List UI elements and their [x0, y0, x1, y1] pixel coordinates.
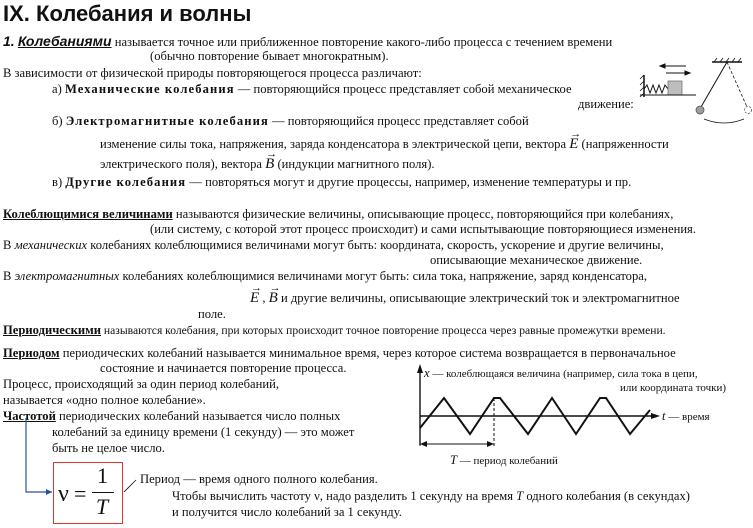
period-def-text: периодических колебаний называется минимальное время, через которое система возвращается в первоначальное [59, 346, 676, 360]
em-text-part: изменение силы тока, напряжения, заряда конденсатора в электрической цепи, вектора [100, 137, 570, 151]
vector-e: → E [569, 128, 582, 152]
oscillation-note: (обычно повторение бывает многократным). [150, 49, 389, 63]
term-electromagnetic: Электромагнитные колебания [65, 114, 269, 128]
vector-b-2: → B [268, 282, 281, 306]
em-quantities: В электромагнитных колебаниях колеблющимися величинами могут быть: сила тока, напряжение, заряд конденсатора, [3, 269, 647, 283]
oq-def-text: называются физические величины, описывающие процесс, повторяющийся при колебаниях, [172, 207, 674, 221]
frequency-calc-1: Чтобы вычислить частоту ν, надо разделить 1 секунду на время T одного колебания (в секундах) [172, 489, 690, 503]
period-symbol: T [450, 453, 458, 467]
term-oscillations: Колебаниями [17, 33, 112, 49]
graph-period-label: T — период колебаний [450, 453, 558, 467]
formula-equals: = [74, 481, 87, 506]
formula-nu: ν [58, 481, 69, 507]
vector-b: → B [265, 148, 278, 172]
frequency-def-text-2: колебаний за единицу времени (1 секунду) — это может [52, 425, 355, 439]
formula-denominator: T [96, 494, 109, 519]
item-label-c: в) [52, 175, 66, 189]
italic-electromagnetic: электромагнитных [14, 269, 120, 283]
em-text-part-4: (индукции магнитного поля). [274, 157, 435, 171]
frequency-def-text-3: быть не целое число. [52, 441, 165, 455]
term-mechanical: Механические колебания [64, 82, 235, 96]
term-other: Другие колебания [65, 175, 187, 189]
frequency-def-text: периодических колебаний называется число полных [55, 409, 341, 423]
period-definition-short: Период — время одного полного колебания. [140, 472, 378, 486]
section-number: 1. [3, 33, 15, 49]
page-title: IX. Колебания и волны [3, 1, 252, 26]
term-period: Периодом [3, 346, 60, 360]
italic-mechanical: механических [14, 238, 88, 252]
graph-t-label: t — время [662, 409, 710, 423]
frequency-calc-2: и получится число колебаний за 1 секунду. [172, 505, 402, 519]
mechanical-quantities: В механических колебаниях колеблющимися величинами могут быть: координата, скорость, ускорение и другие величины, [3, 238, 664, 252]
calc-period-symbol: T [516, 489, 524, 503]
em-quantities-2: → E , → B и другие величины, описывающие электрический ток и электромагнитное [250, 282, 680, 306]
item-label-a: а) [52, 82, 65, 96]
periodic-def-text: называются колебания, при которых происходит точное повторение процесса через равные промежутки времени. [101, 324, 666, 337]
oscillation-def-text: называется точное или приближенное повторение какого-либо процесса с течением времени [111, 35, 613, 49]
mechanical-text-end: движение: [578, 97, 634, 111]
term-frequency: Частотой [3, 409, 56, 423]
graph-x-label-2: или координата точки) [620, 382, 726, 394]
vector-e-2: → E [250, 282, 262, 306]
graph-x-label: x — колеблющаяся величина (например, сила тока в цепи, [424, 366, 698, 380]
period-def-text-2: состояние и начинается повторение процесса. [100, 361, 347, 375]
t-symbol: t [662, 409, 666, 423]
mechanical-quantities-end: описывающие механическое движение. [430, 253, 643, 267]
full-oscillation-1: Процесс, происходящий за один период колебаний, [3, 377, 279, 391]
formula-numerator: 1 [97, 463, 108, 488]
item-label-b: б) [52, 114, 66, 128]
electromagnetic-text: — повторяющийся процесс представляет собой [268, 114, 529, 128]
term-oscillating-quantities: Колеблющимися величинами [3, 207, 173, 221]
other-text: — повторяться могут и другие процессы, например, изменение температуры и пр. [186, 175, 632, 189]
em-quantities-end: поле. [198, 307, 226, 321]
term-periodic: Периодическими [3, 323, 101, 337]
classification-intro: В зависимости от физической природы повторяющегося процесса различают: [3, 66, 422, 80]
em-text-part-2: (напряженности [578, 137, 669, 151]
mechanical-text: — повторяющийся процесс представляет собой механическое [234, 82, 572, 96]
oq-def-text-2: (или систему, с которой этот процесс происходит) и сами испытывающие повторяющиеся изменения. [150, 222, 696, 236]
x-symbol: x [424, 366, 430, 380]
full-oscillation-2: называется «одно полное колебание». [3, 393, 206, 407]
em-text-part-3: электрического поля), вектора [100, 157, 266, 171]
